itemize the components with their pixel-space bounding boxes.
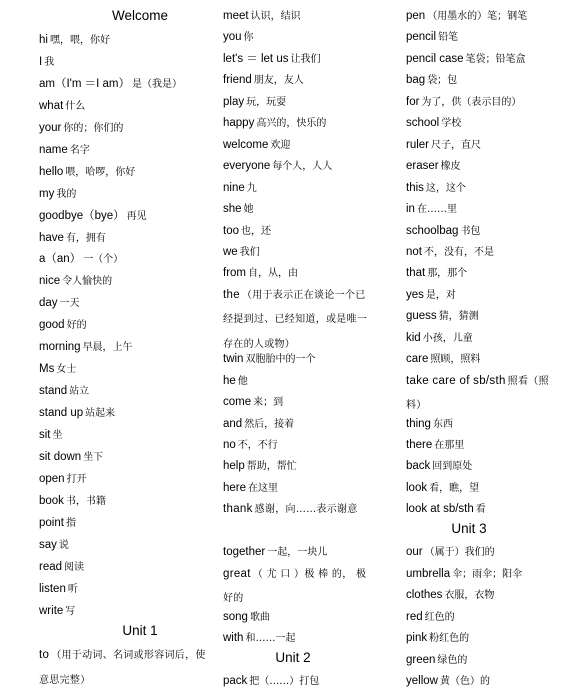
chinese-meaning: 站立: [69, 386, 90, 398]
english-word: meet: [223, 10, 249, 22]
vocab-entry: [223, 561, 373, 610]
chinese-meaning: 自，从，由: [248, 268, 298, 280]
chinese-meaning: 和……一起: [245, 633, 296, 645]
english-word: nine: [223, 181, 245, 194]
english-word: great: [223, 567, 251, 580]
english-word: our: [406, 546, 423, 559]
chinese-meaning: 不，不行: [237, 440, 278, 451]
english-word: this: [406, 181, 424, 194]
chinese-meaning: 打开: [66, 473, 87, 485]
chinese-meaning: 写: [65, 605, 76, 617]
chinese-meaning: 站起来: [85, 408, 116, 420]
chinese-meaning: 他: [237, 375, 248, 387]
chinese-meaning: 红色的: [424, 611, 455, 623]
chinese-meaning: 伞；雨伞；阳伞: [452, 568, 523, 580]
chinese-meaning: 阅读: [64, 561, 85, 573]
english-word: bag: [406, 74, 426, 87]
english-word: here: [223, 481, 247, 494]
english-word: to: [39, 648, 50, 661]
chinese-meaning: 嘿，喂，你好: [49, 34, 110, 46]
english-word: help: [223, 460, 245, 473]
chinese-meaning: 朋友，友人: [253, 75, 304, 87]
chinese-meaning: 看: [475, 504, 486, 516]
english-word: happy: [223, 117, 255, 130]
chinese-meaning: 双胞胎中的一个: [245, 354, 316, 366]
chinese-meaning: （用于表示正在谈论一个已经提到过、已经知道，或是唯一存在的人或物）: [223, 289, 368, 350]
chinese-meaning: 好的: [66, 320, 87, 332]
section-heading: Unit 1: [122, 622, 158, 638]
english-word: together: [223, 546, 266, 559]
english-word: care: [406, 353, 429, 366]
chinese-meaning: 我们: [239, 246, 260, 258]
chinese-meaning: 袋；包: [427, 75, 458, 87]
english-word: play: [223, 95, 245, 108]
chinese-meaning: 书，书籍: [65, 495, 106, 507]
chinese-meaning: 让我们: [290, 53, 321, 65]
english-word: your: [39, 121, 62, 134]
chinese-meaning: 早晨，上午: [82, 342, 133, 354]
english-word: in: [406, 203, 415, 216]
chinese-meaning: 名字: [69, 144, 90, 156]
section-heading: Unit 3: [451, 520, 487, 536]
english-word: no: [223, 439, 236, 451]
chinese-meaning: （用于动词、名词或形容词后，使意思完整）: [39, 649, 206, 686]
english-word: hello: [39, 165, 64, 178]
english-word: I: [39, 55, 43, 68]
english-word: sit down: [39, 451, 82, 463]
chinese-meaning: 粉红色的: [429, 633, 470, 645]
chinese-meaning: 衣服，衣物: [444, 590, 495, 602]
chinese-meaning: 玩，玩耍: [246, 96, 287, 108]
english-word: thank: [223, 503, 253, 516]
chinese-meaning: 有，拥有: [65, 232, 106, 244]
english-word: say: [39, 538, 57, 551]
english-word: a（an）: [39, 253, 82, 266]
english-word: my: [39, 187, 55, 200]
english-word: sit: [39, 429, 51, 442]
english-word: write: [39, 604, 64, 617]
chinese-meaning: 一（个）: [83, 254, 124, 266]
english-word: and: [223, 417, 243, 430]
english-word: point: [39, 516, 64, 529]
chinese-meaning: 绿色的: [437, 654, 468, 666]
english-word: too: [223, 224, 239, 237]
english-word: with: [223, 632, 244, 645]
chinese-meaning: 那，那个: [427, 268, 468, 280]
chinese-meaning: 再见: [126, 210, 147, 222]
chinese-meaning: 照顾，照料: [430, 354, 481, 366]
chinese-meaning: 为了，供（表示目的）: [421, 96, 522, 108]
chinese-meaning: （ 尤 口 ）极 棒 的， 极好的: [223, 568, 367, 605]
english-word: yes: [406, 288, 424, 301]
english-word: eraser: [406, 160, 439, 173]
chinese-meaning: 女士: [56, 364, 77, 376]
english-word: take care of sb/sth: [406, 374, 506, 387]
english-word: we: [223, 245, 238, 258]
chinese-meaning: 帮助，帮忙: [246, 461, 297, 473]
vocab-entry: [223, 668, 373, 693]
chinese-meaning: 来；到: [253, 397, 284, 409]
english-word: pencil: [406, 31, 437, 44]
english-word: day: [39, 297, 58, 310]
english-word: red: [406, 610, 423, 623]
section-heading: Welcome: [111, 8, 169, 23]
vocab-entry: [406, 368, 564, 417]
chinese-meaning: 感谢，向……表示谢意: [254, 504, 358, 516]
chinese-meaning: 她: [243, 204, 254, 216]
chinese-meaning: 歌曲: [249, 611, 270, 623]
chinese-meaning: 回到原处: [432, 461, 473, 473]
chinese-meaning: 我的: [56, 188, 77, 200]
english-word: stand: [39, 385, 68, 398]
chinese-meaning: 不，没有，不是: [424, 246, 494, 258]
chinese-meaning: 一天: [59, 298, 80, 310]
english-word: book: [39, 494, 64, 507]
english-word: stand up: [39, 407, 84, 420]
english-word: listen: [39, 582, 66, 595]
chinese-meaning: 学校: [441, 118, 462, 130]
chinese-meaning: 在……里: [416, 204, 457, 216]
english-word: not: [406, 245, 422, 258]
chinese-meaning: 把（……）打包: [249, 675, 320, 687]
chinese-meaning: 什么: [65, 100, 86, 112]
section-heading: Unit 2: [275, 649, 311, 665]
chinese-meaning: 我: [44, 56, 55, 68]
chinese-meaning: 坐: [52, 430, 63, 442]
english-word: ruler: [406, 138, 430, 151]
chinese-meaning: 一起，一块儿: [267, 547, 328, 559]
english-word: look: [406, 481, 428, 494]
chinese-meaning: 然后，接着: [244, 418, 295, 430]
chinese-meaning: 黄（色）的: [439, 675, 490, 687]
english-word: twin: [223, 353, 244, 366]
chinese-meaning: 说: [58, 539, 69, 551]
chinese-meaning: 也，还: [241, 225, 271, 237]
chinese-meaning: 笔袋；铅笔盒: [465, 53, 526, 65]
chinese-meaning: 东西: [432, 418, 453, 430]
chinese-meaning: 在那里: [434, 440, 465, 451]
chinese-meaning: 铅笔: [438, 32, 459, 44]
english-word: kid: [406, 331, 421, 344]
english-word: clothes: [406, 589, 443, 602]
chinese-meaning: 听: [67, 583, 78, 595]
chinese-meaning: 你的；你们的: [63, 122, 124, 134]
english-word: umbrella: [406, 567, 451, 580]
chinese-meaning: 喂，哈啰，你好: [65, 166, 136, 178]
chinese-meaning: 在这里: [248, 482, 279, 494]
english-word: have: [39, 231, 64, 244]
chinese-meaning: 认识，结识: [250, 11, 301, 22]
english-word: read: [39, 560, 63, 573]
chinese-meaning: 小孩，儿童: [422, 332, 473, 344]
english-word: am（I'm ＝I am）: [39, 77, 131, 90]
chinese-meaning: 令人愉快的: [62, 276, 113, 288]
english-word: that: [406, 267, 426, 280]
english-word: there: [406, 439, 433, 451]
english-word: back: [406, 460, 431, 473]
english-word: schoolbag: [406, 224, 459, 237]
english-word: what: [39, 99, 64, 112]
english-word: thing: [406, 417, 431, 430]
english-word: name: [39, 143, 68, 156]
chinese-meaning: 是，对: [425, 289, 456, 301]
chinese-meaning: 你: [243, 32, 254, 44]
chinese-meaning: 尺子，直尺: [431, 139, 482, 151]
english-word: hi: [39, 33, 48, 46]
english-word: morning: [39, 341, 81, 354]
english-word: good: [39, 319, 65, 332]
english-word: the: [223, 288, 240, 301]
english-word: guess: [406, 310, 437, 323]
english-word: he: [223, 374, 236, 387]
chinese-meaning: 是（我是）: [132, 78, 183, 90]
english-word: look at sb/sth: [406, 503, 474, 516]
english-word: school: [406, 117, 440, 130]
chinese-meaning: 橡皮: [440, 161, 461, 173]
english-word: let's ＝ let us: [223, 52, 289, 65]
english-word: welcome: [223, 138, 269, 151]
vocab-entry: [223, 282, 373, 355]
chinese-meaning: 看，瞧，望: [429, 482, 480, 494]
chinese-meaning: 坐下: [83, 452, 104, 463]
english-word: she: [223, 203, 242, 216]
english-word: open: [39, 472, 65, 485]
chinese-meaning: 指: [65, 517, 76, 529]
chinese-meaning: （用墨水的）笔；钢笔: [427, 11, 528, 22]
chinese-meaning: 每个人，人人: [272, 161, 333, 173]
english-word: Ms: [39, 363, 55, 376]
vocab-entry: [39, 642, 209, 692]
chinese-meaning: 照看（照料）: [406, 375, 549, 412]
english-word: goodbye（bye）: [39, 209, 125, 222]
english-word: nice: [39, 275, 61, 288]
english-word: from: [223, 267, 246, 280]
vocab-entry: [406, 668, 564, 693]
chinese-meaning: 欢迎: [270, 139, 291, 151]
english-word: for: [406, 95, 420, 108]
english-word: green: [406, 653, 436, 666]
chinese-meaning: 九: [246, 182, 257, 194]
chinese-meaning: （属于）我们的: [424, 547, 495, 559]
chinese-meaning: 高兴的，快乐的: [256, 118, 327, 130]
english-word: pink: [406, 632, 428, 645]
vocab-entry: [223, 496, 373, 520]
english-word: you: [223, 31, 242, 44]
english-word: friend: [223, 74, 252, 87]
english-word: song: [223, 610, 248, 623]
english-word: everyone: [223, 160, 271, 173]
chinese-meaning: 猜，猜测: [438, 311, 479, 323]
english-word: pen: [406, 10, 426, 22]
chinese-meaning: 这，这个: [425, 182, 466, 194]
chinese-meaning: 书包: [460, 225, 481, 237]
english-word: pencil case: [406, 52, 464, 65]
english-word: yellow: [406, 674, 438, 687]
english-word: come: [223, 396, 252, 409]
english-word: pack: [223, 674, 248, 687]
